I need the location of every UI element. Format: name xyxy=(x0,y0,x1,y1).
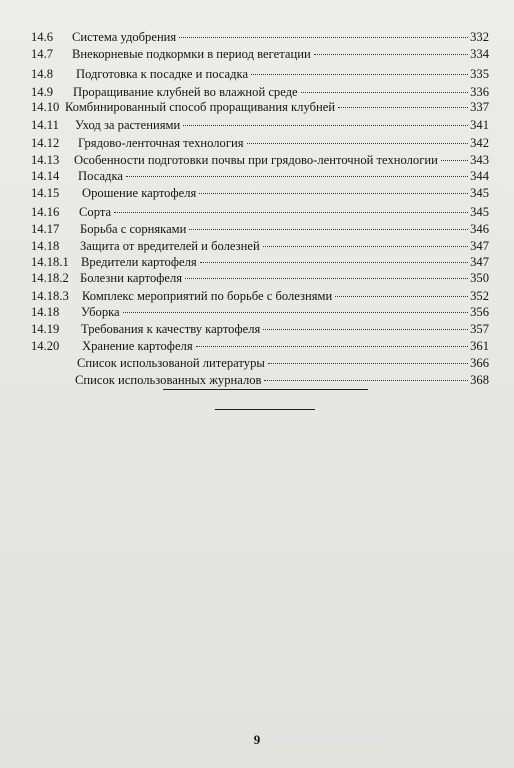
toc-entry-page: 342 xyxy=(470,136,489,150)
toc-entry-number: 14.11 xyxy=(31,118,59,132)
toc-entry xyxy=(0,135,514,151)
dot-leader xyxy=(183,124,468,126)
dot-leader xyxy=(179,36,468,38)
toc-entry-body xyxy=(82,185,489,201)
toc-entry-title: Комбинированный способ проращивания клубней xyxy=(65,100,336,114)
toc-entry-title: Борьба с сорняками xyxy=(80,222,187,236)
toc-entry xyxy=(0,304,514,320)
toc-entry-title: Проращивание клубней во влажной среде xyxy=(73,85,298,99)
separator-line-long xyxy=(163,389,368,390)
toc-entry xyxy=(0,221,514,237)
toc-entry xyxy=(0,238,514,254)
toc-entry-number: 14.8 xyxy=(31,67,54,81)
toc-entry-number: 14.18 xyxy=(31,305,60,319)
toc-entry-title: Список использованных журналов xyxy=(75,373,262,387)
toc-entry xyxy=(0,84,514,100)
toc-entry-number: 14.15 xyxy=(31,186,60,200)
dot-leader xyxy=(199,192,468,194)
toc-entry-number: 14.14 xyxy=(31,169,60,183)
toc-entry-number: 14.17 xyxy=(31,222,60,236)
dot-leader xyxy=(301,91,468,93)
toc-entry xyxy=(0,254,514,270)
toc-entry-page: 335 xyxy=(470,67,489,81)
dot-leader xyxy=(264,379,468,381)
toc-entry-body xyxy=(80,238,489,254)
dot-leader xyxy=(185,277,468,279)
toc-entry-page: 352 xyxy=(470,289,489,303)
toc-entry xyxy=(0,338,514,354)
toc-entry-number: 14.19 xyxy=(31,322,60,336)
dot-leader xyxy=(314,53,468,55)
toc-entry-page: 334 xyxy=(470,47,489,61)
dot-leader xyxy=(335,295,468,297)
toc-entry-page: 336 xyxy=(470,85,489,99)
toc-entry-number: 14.6 xyxy=(31,30,54,44)
toc-entry-title: Комплекс мероприятий по борьбе с болезнями xyxy=(82,289,333,303)
dot-leader xyxy=(123,311,468,313)
toc-entry xyxy=(0,99,514,115)
toc-entry-body xyxy=(73,84,489,100)
toc-entry-title: Список использованой литературы xyxy=(77,356,265,370)
toc-entry-title: Грядово-ленточная технология xyxy=(78,136,244,150)
toc-entry-body xyxy=(75,372,489,388)
dot-leader xyxy=(126,175,468,177)
toc-entry xyxy=(0,355,514,371)
toc-entry-number: 14.12 xyxy=(31,136,60,150)
toc-entry-number: 14.16 xyxy=(31,205,60,219)
toc-entry xyxy=(0,204,514,220)
toc-entry xyxy=(0,46,514,62)
dot-leader xyxy=(196,345,468,347)
toc-entry-body xyxy=(75,117,489,133)
toc-entry-title: Требования к качеству картофеля xyxy=(81,322,261,336)
toc-entry-title: Сорта xyxy=(79,205,112,219)
toc-entry xyxy=(0,321,514,337)
toc-entry-page: 356 xyxy=(470,305,489,319)
dot-leader xyxy=(263,245,468,247)
toc-entry xyxy=(0,270,514,286)
dot-leader xyxy=(189,228,468,230)
separator-line-short xyxy=(215,409,315,410)
toc-entry-body xyxy=(81,254,489,270)
toc-entry xyxy=(0,152,514,168)
toc-entry-page: 357 xyxy=(470,322,489,336)
dot-leader xyxy=(441,159,468,161)
toc-entry-number: 14.20 xyxy=(31,339,60,353)
toc-entry-body xyxy=(72,29,489,45)
toc-entry-title: Посадка xyxy=(78,169,123,183)
toc-entry xyxy=(0,117,514,133)
toc-entry-page: 368 xyxy=(470,373,489,387)
toc-entry-body xyxy=(79,204,489,220)
toc-entry-title: Вредители картофеля xyxy=(81,255,197,269)
toc-entry-title: Защита от вредителей и болезней xyxy=(80,239,260,253)
toc-entry-page: 345 xyxy=(470,205,489,219)
toc-entry-page: 347 xyxy=(470,239,489,253)
dot-leader xyxy=(114,211,468,213)
toc-entry-page: 341 xyxy=(470,118,489,132)
toc-entry-body xyxy=(82,338,489,354)
toc-entry xyxy=(0,372,514,388)
toc-entry-body xyxy=(81,321,489,337)
toc-entry-page: 350 xyxy=(470,271,489,285)
toc-entry-number: 14.18.2 xyxy=(31,271,69,285)
toc-entry xyxy=(0,29,514,45)
toc-entry-body xyxy=(82,288,489,304)
toc-entry-page: 347 xyxy=(470,255,489,269)
toc-entry-number: 14.13 xyxy=(31,153,60,167)
toc-entry-title: Подготовка к посадке и посадка xyxy=(76,67,249,81)
dot-leader xyxy=(251,73,468,75)
toc-entry-body xyxy=(72,46,489,62)
toc-entry-title: Болезни картофеля xyxy=(80,271,183,285)
toc-entry-body xyxy=(78,135,489,151)
toc-entry xyxy=(0,168,514,184)
toc-entry-page: 337 xyxy=(470,100,489,114)
toc-entry xyxy=(0,288,514,304)
toc-entry-number: 14.18 xyxy=(31,239,60,253)
toc-entry-number: 14.9 xyxy=(31,85,54,99)
toc-entry-body xyxy=(81,304,489,320)
toc-entry-number: 14.18.3 xyxy=(31,289,69,303)
dot-leader xyxy=(268,362,468,364)
toc-entry-title: Уборка xyxy=(81,305,120,319)
toc-entry-body xyxy=(80,270,489,286)
toc-entry xyxy=(0,66,514,82)
toc-entry-page: 361 xyxy=(470,339,489,353)
toc-entry-page: 346 xyxy=(470,222,489,236)
dot-leader xyxy=(247,142,469,144)
toc-entry-body xyxy=(77,355,489,371)
toc-entry-title: Особенности подготовки почвы при грядово-ленточной технологии xyxy=(74,153,438,167)
toc-entry-title: Внекорневые подкормки в период вегетации xyxy=(72,47,311,61)
toc-entry-body xyxy=(76,66,489,82)
toc-entry-title: Хранение картофеля xyxy=(82,339,193,353)
toc-entry-page: 343 xyxy=(470,153,489,167)
toc-entry-title: Уход за растениями xyxy=(75,118,181,132)
toc-entry xyxy=(0,185,514,201)
toc-entry-body xyxy=(80,221,489,237)
dot-leader xyxy=(200,261,468,263)
toc-entry-number: 14.7 xyxy=(31,47,54,61)
toc-entry-body xyxy=(65,99,489,115)
toc-entry-title: Орошение картофеля xyxy=(82,186,197,200)
toc-entry-page: 344 xyxy=(470,169,489,183)
toc-entry-page: 366 xyxy=(470,356,489,370)
toc-entry-page: 345 xyxy=(470,186,489,200)
toc-entry-body xyxy=(74,152,489,168)
toc-entry-number: 14.10 xyxy=(31,100,60,114)
toc-entry-number: 14.18.1 xyxy=(31,255,69,269)
toc-entry-page: 332 xyxy=(470,30,489,44)
dot-leader xyxy=(338,106,468,108)
toc-entry-body xyxy=(78,168,489,184)
toc-entry-title: Система удобрения xyxy=(72,30,177,44)
dot-leader xyxy=(263,328,468,330)
page-number: 9 xyxy=(253,732,261,747)
